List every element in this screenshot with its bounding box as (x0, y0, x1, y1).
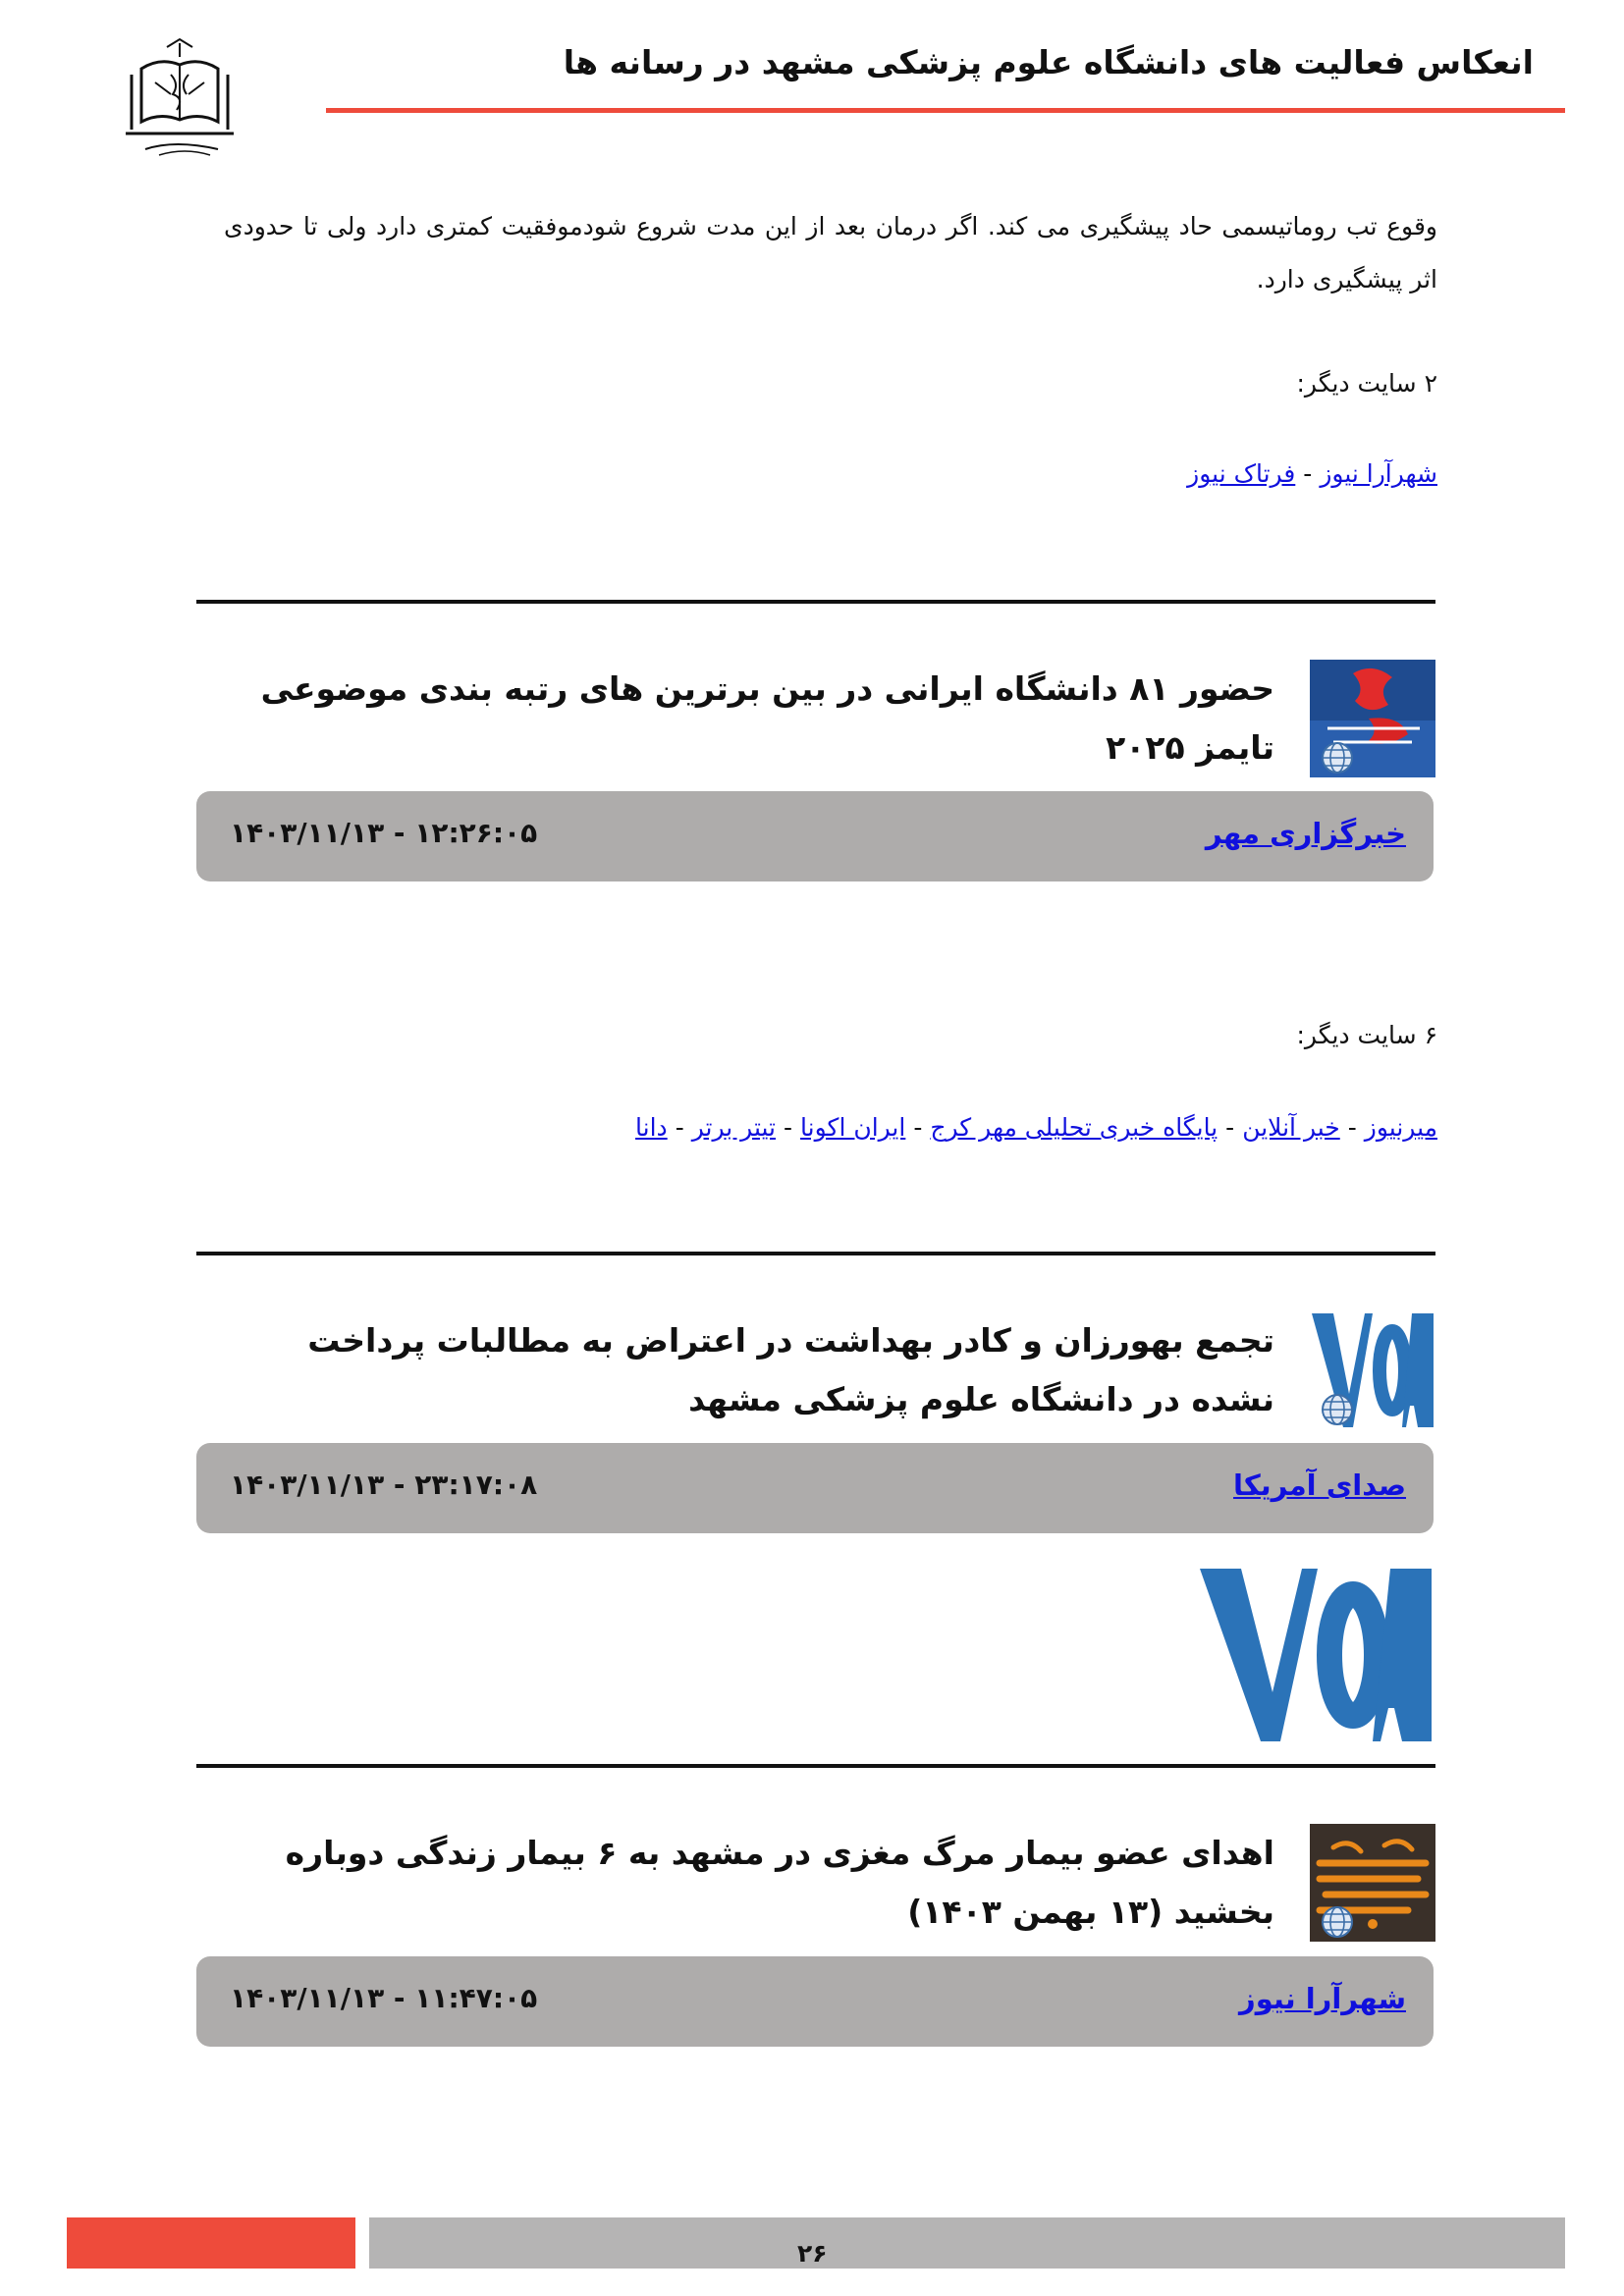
news-info-bar (196, 791, 1434, 881)
site-link[interactable]: فرتاک نیوز (1187, 459, 1296, 488)
other-sites-links: شهرآرا نیوز-فرتاک نیوز (1187, 459, 1437, 488)
news-title[interactable]: تجمع بهورزان و کادر بهداشت در اعتراض به مطالبات پرداخت نشده در دانشگاه علوم پزشکی مشهد (307, 1321, 1274, 1418)
site-link[interactable]: تیتر برتر (691, 1113, 777, 1142)
other-sites-links: میرنیوز-خبر آنلاین-پایگاه خبری تحلیلی مهر کرج-ایران اکونا-تیتر برتر-دانا (635, 1113, 1437, 1142)
site-link[interactable]: پایگاه خبری تحلیلی مهر کرج (930, 1113, 1218, 1142)
other-sites-label: ۲ سایت دیگر: (1296, 369, 1437, 398)
site-link[interactable]: ایران اکونا (800, 1113, 906, 1142)
site-link[interactable]: خبر آنلاین (1242, 1113, 1340, 1142)
globe-icon (1320, 1392, 1355, 1427)
intro-paragraph: وقوع تب روماتیسمی حاد پیشگیری می کند. اگر درمان بعد از این مدت شروع شودموفقیت کمتری دارد ولی تا حدودی اثر پیشگیری دارد. (224, 212, 1437, 294)
footer-accent-bar (67, 2217, 355, 2269)
section-divider (196, 1252, 1435, 1255)
source-link[interactable]: شهرآرا نیوز (1239, 1982, 1406, 2015)
news-title[interactable]: حضور ۸۱ دانشگاه ایرانی در بین برترین های رتبه بندی موضوعی تایمز ۲۰۲۵ (260, 669, 1274, 767)
document-title: انعکاس فعالیت های دانشگاه علوم پزشکی مشهد در رسانه ها (563, 43, 1534, 81)
university-logo (116, 35, 244, 161)
globe-icon (1320, 740, 1355, 775)
news-info-bar (196, 1443, 1434, 1533)
voa-logo-image (1196, 1565, 1435, 1745)
globe-icon (1320, 1904, 1355, 1940)
source-link[interactable]: صدای آمریکا (1233, 1468, 1406, 1502)
news-timestamp: ۱۴۰۳/۱۱/۱۳ - ۱۱:۴۷:۰۵ (230, 1982, 538, 2014)
header-rule (326, 108, 1565, 113)
page-number: ۲۶ (797, 2239, 828, 2268)
site-link[interactable]: دانا (635, 1113, 668, 1142)
news-timestamp: ۱۴۰۳/۱۱/۱۳ - ۲۳:۱۷:۰۸ (230, 1468, 538, 1501)
site-link[interactable]: میرنیوز (1364, 1113, 1437, 1142)
news-timestamp: ۱۴۰۳/۱۱/۱۳ - ۱۲:۲۶:۰۵ (230, 817, 538, 849)
news-info-bar (196, 1956, 1434, 2047)
footer-bar (369, 2217, 1565, 2269)
source-link[interactable]: خبرگزاری مهر (1205, 817, 1406, 850)
section-divider (196, 1764, 1435, 1768)
site-link[interactable]: شهرآرا نیوز (1320, 459, 1437, 488)
section-divider (196, 600, 1435, 604)
news-title[interactable]: اهدای عضو بیمار مرگ مغزی در مشهد به ۶ بیمار زندگی دوباره بخشید (۱۳ بهمن ۱۴۰۳) (285, 1834, 1274, 1931)
other-sites-label: ۶ سایت دیگر: (1296, 1021, 1437, 1049)
